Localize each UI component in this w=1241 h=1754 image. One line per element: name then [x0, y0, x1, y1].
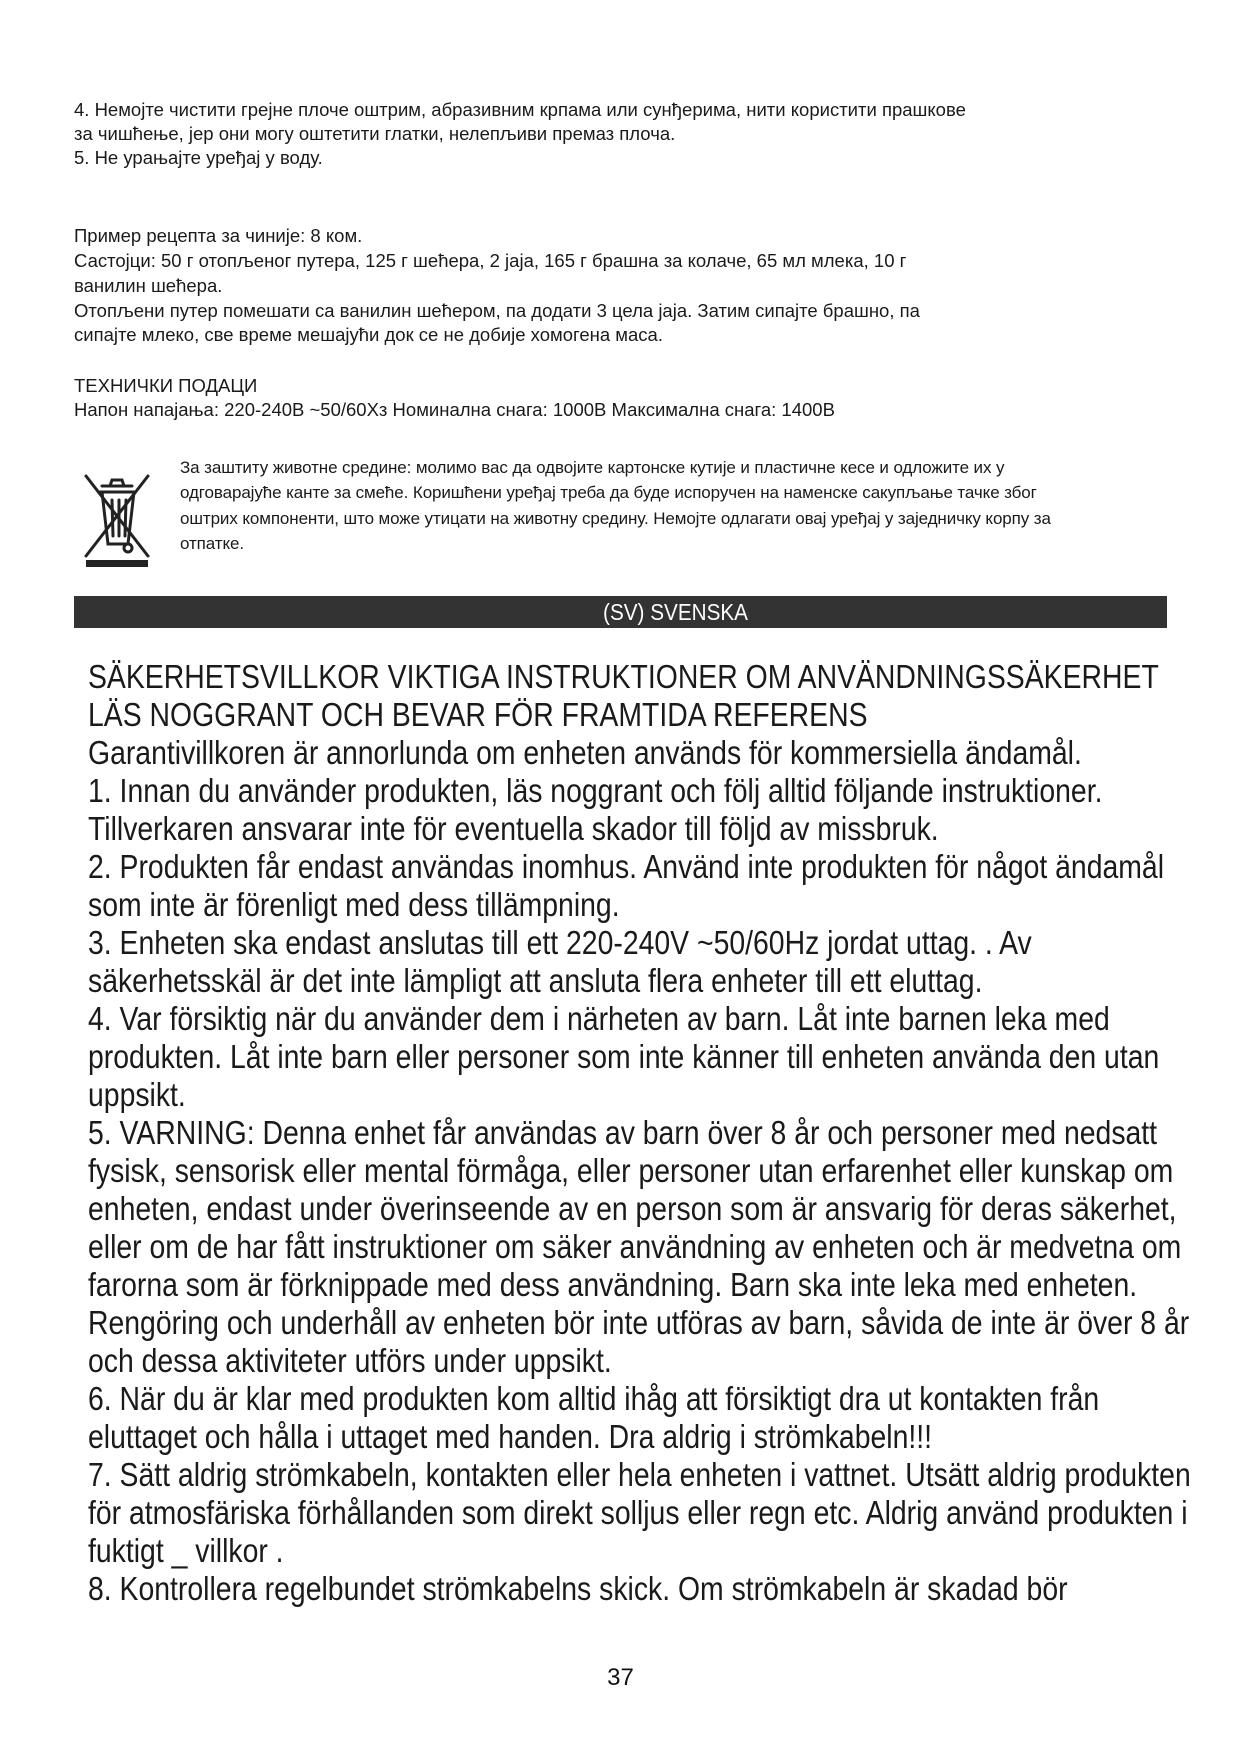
- recycling-line: оштрих компоненти, што може утицати на животну средину. Немојте одлагати овај уређај у заједничку корпу за: [180, 509, 1051, 528]
- swedish-heading-line: SÄKERHETSVILLKOR VIKTIGA INSTRUKTIONER OM ANVÄNDNINGSSÄKERHET: [88, 658, 1159, 695]
- serbian-line: 5. Не урањајте уређај у воду.: [74, 147, 323, 168]
- recycling-line: За заштиту животне средине: молимо вас да одвојите картонске кутије и пластичне кесе и одложите их у: [180, 458, 1005, 477]
- swedish-line: 8. Kontrollera regelbundet strömkabelns skick. Om strömkabeln är skadad bör: [88, 1570, 1068, 1607]
- swedish-line: eluttaget och hålla i uttaget med handen. Dra aldrig i strömkabeln!!!: [88, 1418, 933, 1455]
- crossed-out-wheelie-bin-icon: [82, 472, 152, 568]
- swedish-line: säkerhetsskäl är det inte lämpligt att ansluta flera enheter till ett eluttag.: [88, 962, 983, 999]
- swedish-line: 6. När du är klar med produkten kom alltid ihåg att försiktigt dra ut kontakten från: [88, 1380, 1100, 1417]
- swedish-line: fysisk, sensorisk eller mental förmåga, eller personer utan erfarenhet eller kunskap om: [88, 1152, 1174, 1189]
- swedish-line: 5. VARNING: Denna enhet får användas av barn över 8 år och personer med nedsatt: [88, 1114, 1158, 1151]
- recipe-line: сипајте млеко, све време мешајући док се не добије хомогена маса.: [74, 324, 663, 345]
- recipe-line: Састојци: 50 г отопљеног путера, 125 г шећера, 2 јаја, 165 г брашна за колаче, 65 мл млека, 10 г: [74, 250, 907, 271]
- swedish-line: produkten. Låt inte barn eller personer som inte känner till enheten använda den utan: [88, 1038, 1160, 1075]
- swedish-line: 3. Enheten ska endast anslutas till ett 220-240V ~50/60Hz jordat uttag. . Av: [88, 924, 1032, 961]
- recipe-line: Пример рецепта за чиније: 8 ком.: [74, 225, 363, 246]
- serbian-line: 4. Немојте чистити грејне плоче оштрим, абразивним крпама или сунђерима, нити користити прашкове: [74, 99, 966, 120]
- swedish-line: fuktigt _ villkor .: [88, 1532, 284, 1569]
- swedish-line: eller om de har fått instruktioner om säker användning av enheten och är medvetna om: [88, 1228, 1182, 1265]
- swedish-heading-line: LÄS NOGGRANT OCH BEVAR FÖR FRAMTIDA REFERENS: [88, 696, 868, 733]
- page-number: 37: [607, 1664, 634, 1691]
- recycling-line: одговарајуће канте за смеће. Коришћени уређај треба да буде испоручен на наменске сакупљање тачке због: [180, 483, 1037, 502]
- swedish-line: uppsikt.: [88, 1076, 186, 1113]
- swedish-line: 2. Produkten får endast användas inomhus. Använd inte produkten för något ändamål: [88, 848, 1165, 885]
- swedish-line: och dessa aktiviteter utförs under uppsikt.: [88, 1342, 612, 1379]
- swedish-line: enheten, endast under överinseende av en person som är ansvarig för deras säkerhet,: [88, 1190, 1177, 1227]
- serbian-line: за чишћење, јер они могу оштетити глатки, нелепљиви премаз плоча.: [74, 123, 676, 144]
- technical-heading: ТЕХНИЧКИ ПОДАЦИ: [74, 375, 258, 396]
- recipe-line: ванилин шећера.: [74, 275, 223, 296]
- swedish-line: Rengöring och underhåll av enheten bör inte utföras av barn, såvida de inte är över 8 år: [88, 1304, 1190, 1341]
- swedish-line: farorna som är förknippade med dess användning. Barn ska inte leka med enheten.: [88, 1266, 1138, 1303]
- swedish-line: 4. Var försiktig när du använder dem i närheten av barn. Låt inte barnen leka med: [88, 1000, 1110, 1037]
- swedish-line: 1. Innan du använder produkten, läs noggrant och följ alltid följande instruktioner.: [88, 772, 1103, 809]
- swedish-line: för atmosfäriska förhållanden som direkt solljus eller regn etc. Aldrig använd produkten i: [88, 1494, 1188, 1531]
- swedish-line: 7. Sätt aldrig strömkabeln, kontakten eller hela enheten i vattnet. Utsätt aldrig produkten: [88, 1456, 1191, 1493]
- swedish-line: Garantivillkoren är annorlunda om enheten används för kommersiella ändamål.: [88, 734, 1082, 771]
- recipe-line: Отопљени путер помешати са ванилин шећером, па додати 3 цела јаја. Затим сипајте брашно, па: [74, 300, 920, 321]
- swedish-line: Tillverkaren ansvarar inte för eventuella skador till följd av missbruk.: [88, 810, 939, 847]
- section-header-label: (SV) SVENSKA: [603, 599, 748, 625]
- recycling-line: отпатке.: [180, 534, 244, 553]
- technical-specs: Напон напајања: 220-240В ~50/60Хз Номинална снага: 1000В Максимална снага: 1400В: [74, 399, 835, 420]
- swedish-line: som inte är förenligt med dess tillämpning.: [88, 886, 620, 923]
- section-header-bar: [74, 596, 1167, 628]
